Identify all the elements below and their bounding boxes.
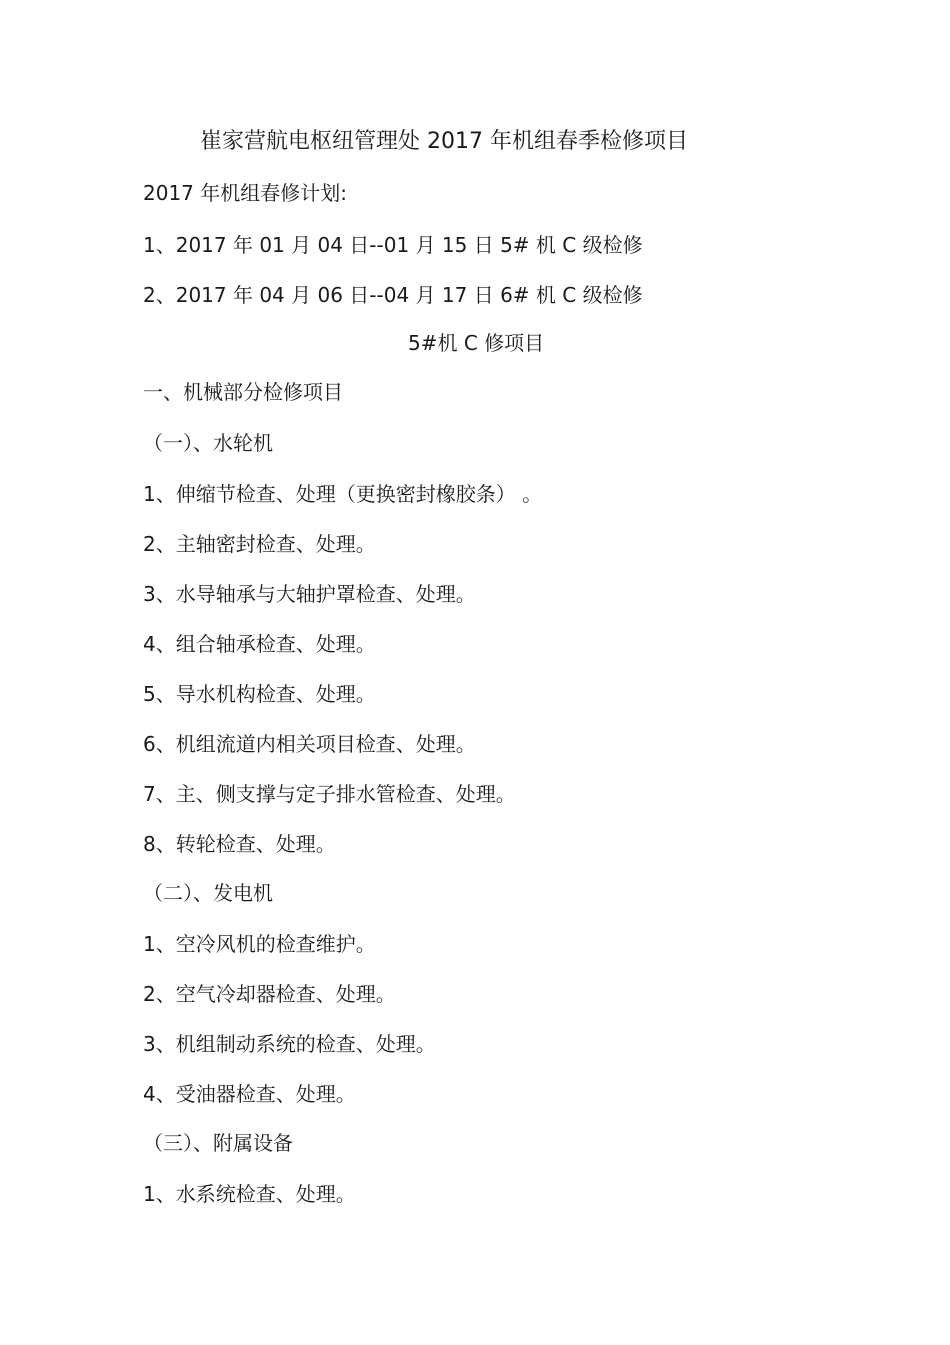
list-item: 1、空冷风机的检查维护。 bbox=[143, 932, 376, 956]
list-item: 8、转轮检查、处理。 bbox=[143, 832, 336, 856]
list-item: 2、主轴密封检查、处理。 bbox=[143, 532, 376, 556]
sub-heading-turbine: （一）、水轮机 bbox=[143, 431, 273, 455]
list-item: 5、导水机构检查、处理。 bbox=[143, 682, 376, 706]
list-item: 3、水导轴承与大轴护罩检查、处理。 bbox=[143, 582, 476, 606]
list-item: 4、组合轴承检查、处理。 bbox=[143, 632, 376, 656]
list-item: 1、水系统检查、处理。 bbox=[143, 1182, 356, 1206]
list-item: 6、机组流道内相关项目检查、处理。 bbox=[143, 732, 476, 756]
list-item: 7、主、侧支撑与定子排水管检查、处理。 bbox=[143, 782, 516, 806]
plan-item-2: 2、2017 年 04 月 06 日--04 月 17 日 6# 机 C 级检修 bbox=[143, 283, 643, 307]
plan-heading: 2017 年机组春修计划: bbox=[143, 181, 347, 205]
section-title: 5#机 C 修项目 bbox=[408, 331, 545, 355]
sub-heading-generator: （二）、发电机 bbox=[143, 881, 273, 905]
list-item: 2、空气冷却器检查、处理。 bbox=[143, 982, 396, 1006]
part-one-heading: 一、机械部分检修项目 bbox=[143, 380, 343, 404]
list-item: 1、伸缩节检查、处理（更换密封橡胶条） 。 bbox=[143, 482, 543, 506]
sub-heading-auxiliary: （三）、附属设备 bbox=[143, 1131, 293, 1155]
document-title: 崔家营航电枢纽管理处 2017 年机组春季检修项目 bbox=[200, 129, 688, 154]
list-item: 4、受油器检查、处理。 bbox=[143, 1082, 356, 1106]
plan-item-1: 1、2017 年 01 月 04 日--01 月 15 日 5# 机 C 级检修 bbox=[143, 233, 643, 257]
list-item: 3、机组制动系统的检查、处理。 bbox=[143, 1032, 436, 1056]
